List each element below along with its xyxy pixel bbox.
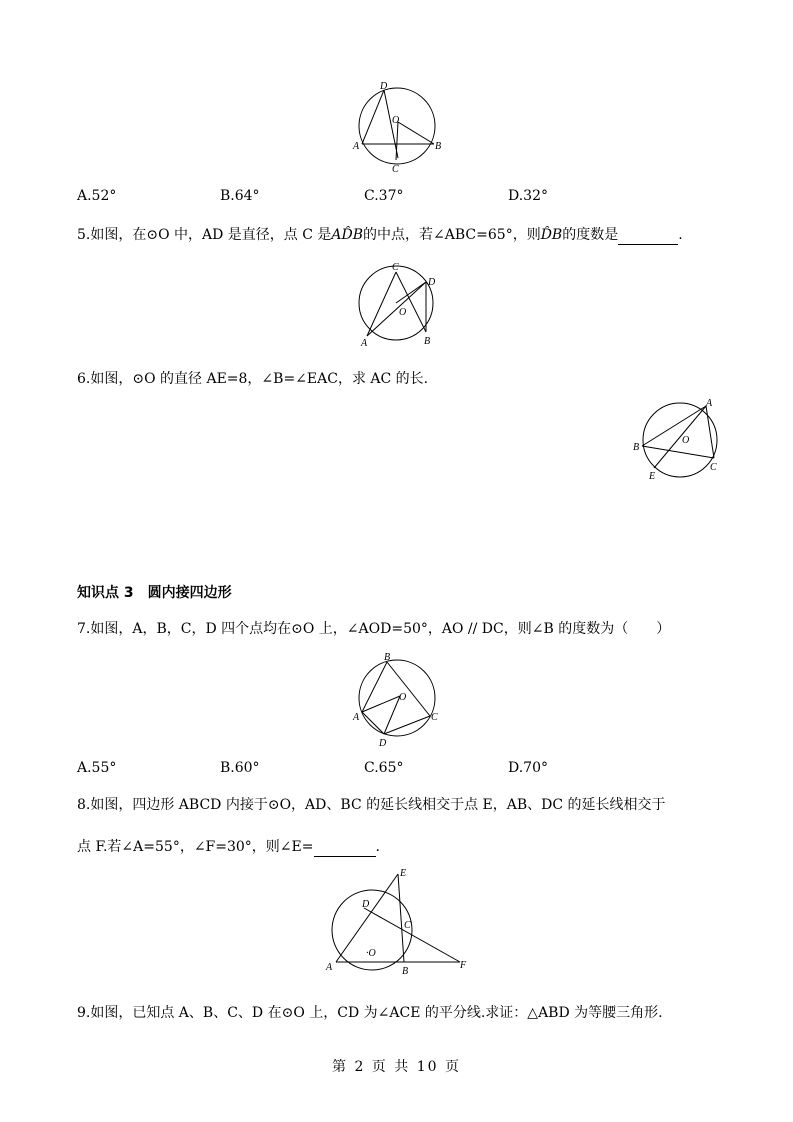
q5-period: . bbox=[678, 227, 683, 243]
q6-label-e: E bbox=[649, 471, 656, 482]
q4-figure bbox=[350, 78, 445, 178]
q7-option-a: A.55° bbox=[77, 760, 117, 776]
q8-label-d: D bbox=[362, 899, 370, 910]
q5-text-end: 的度数是 bbox=[562, 227, 619, 243]
q8-text: 点 F.若∠A=55°，∠F=30°，则∠E= bbox=[77, 839, 314, 855]
q4-label-b: B bbox=[435, 141, 442, 152]
q5-arc-db: D̂B bbox=[540, 227, 563, 243]
q5-question bbox=[77, 226, 683, 245]
q4-option-d: D.32° bbox=[508, 188, 548, 204]
q4-option-c: C.37° bbox=[364, 188, 404, 204]
q7-label-b: B bbox=[384, 652, 391, 663]
q8-label-e: E bbox=[400, 868, 407, 879]
q6-label-c: C bbox=[710, 462, 717, 473]
q8-label-a: A bbox=[326, 962, 333, 973]
q7-option-b: B.60° bbox=[220, 760, 260, 776]
q7-option-c: C.65° bbox=[364, 760, 404, 776]
q4-option-a: A.52° bbox=[77, 188, 117, 204]
q7-label-a: A bbox=[353, 712, 360, 723]
page-footer: 第 2 页 共 10 页 bbox=[332, 1059, 461, 1075]
q6-label-b: B bbox=[633, 442, 640, 453]
q8-label-f: F bbox=[460, 960, 467, 971]
q7-figure bbox=[350, 650, 445, 748]
q5-arc-adb: AD̂B bbox=[331, 227, 364, 243]
q8-label-b: B bbox=[402, 966, 409, 977]
q4-label-d: D bbox=[380, 81, 388, 92]
q5-answer-blank[interactable] bbox=[618, 226, 678, 245]
q8-label-c: C bbox=[404, 920, 411, 931]
q4-label-a: A bbox=[353, 141, 360, 152]
q5-label-d: D bbox=[428, 277, 436, 288]
q7-label-d: D bbox=[379, 738, 387, 749]
q8-answer-blank[interactable] bbox=[314, 838, 376, 857]
q6-figure bbox=[630, 396, 725, 486]
q5-label-o: O bbox=[399, 307, 407, 318]
q6-label-a: A bbox=[706, 398, 713, 409]
section-heading: 知识点 3 圆内接四边形 bbox=[77, 585, 232, 601]
q7-label-o: O bbox=[399, 692, 407, 703]
q8-label-o: ·O bbox=[366, 948, 376, 959]
q4-label-o: O bbox=[392, 115, 400, 126]
q7-question: 7.如图，A，B，C，D 四个点均在⊙O 上，∠AOD=50°，AO // DC，则∠B 的度数为（ ） bbox=[77, 621, 671, 637]
q8-figure bbox=[322, 864, 472, 979]
q5-figure bbox=[352, 260, 442, 348]
q5-text-before: 5.如图，在⊙O 中，AD 是直径，点 C 是 bbox=[77, 227, 332, 243]
q4-option-b: B.64° bbox=[220, 188, 260, 204]
q8-period: . bbox=[375, 839, 380, 855]
q5-label-c: C bbox=[392, 262, 399, 273]
q5-label-a: A bbox=[361, 338, 368, 349]
q8-question-line2 bbox=[77, 838, 380, 857]
q5-label-b: B bbox=[424, 336, 431, 347]
q9-question: 9.如图，已知点 A、B、C、D 在⊙O 上，CD 为∠ACE 的平分线.求证：△ABD 为等腰三角形. bbox=[77, 1005, 663, 1021]
q6-label-o: O bbox=[682, 435, 690, 446]
q4-label-c: C bbox=[392, 164, 399, 175]
q5-text-mid: 的中点，若∠ABC=65°，则 bbox=[363, 227, 541, 243]
q7-label-c: C bbox=[431, 712, 438, 723]
q6-question: 6.如图，⊙O 的直径 AE=8，∠B=∠EAC，求 AC 的长. bbox=[77, 371, 429, 387]
q7-option-d: D.70° bbox=[508, 760, 548, 776]
q8-question-line1: 8.如图，四边形 ABCD 内接于⊙O，AD、BC 的延长线相交于点 E，AB、DC 的延长线相交于 bbox=[77, 797, 666, 813]
